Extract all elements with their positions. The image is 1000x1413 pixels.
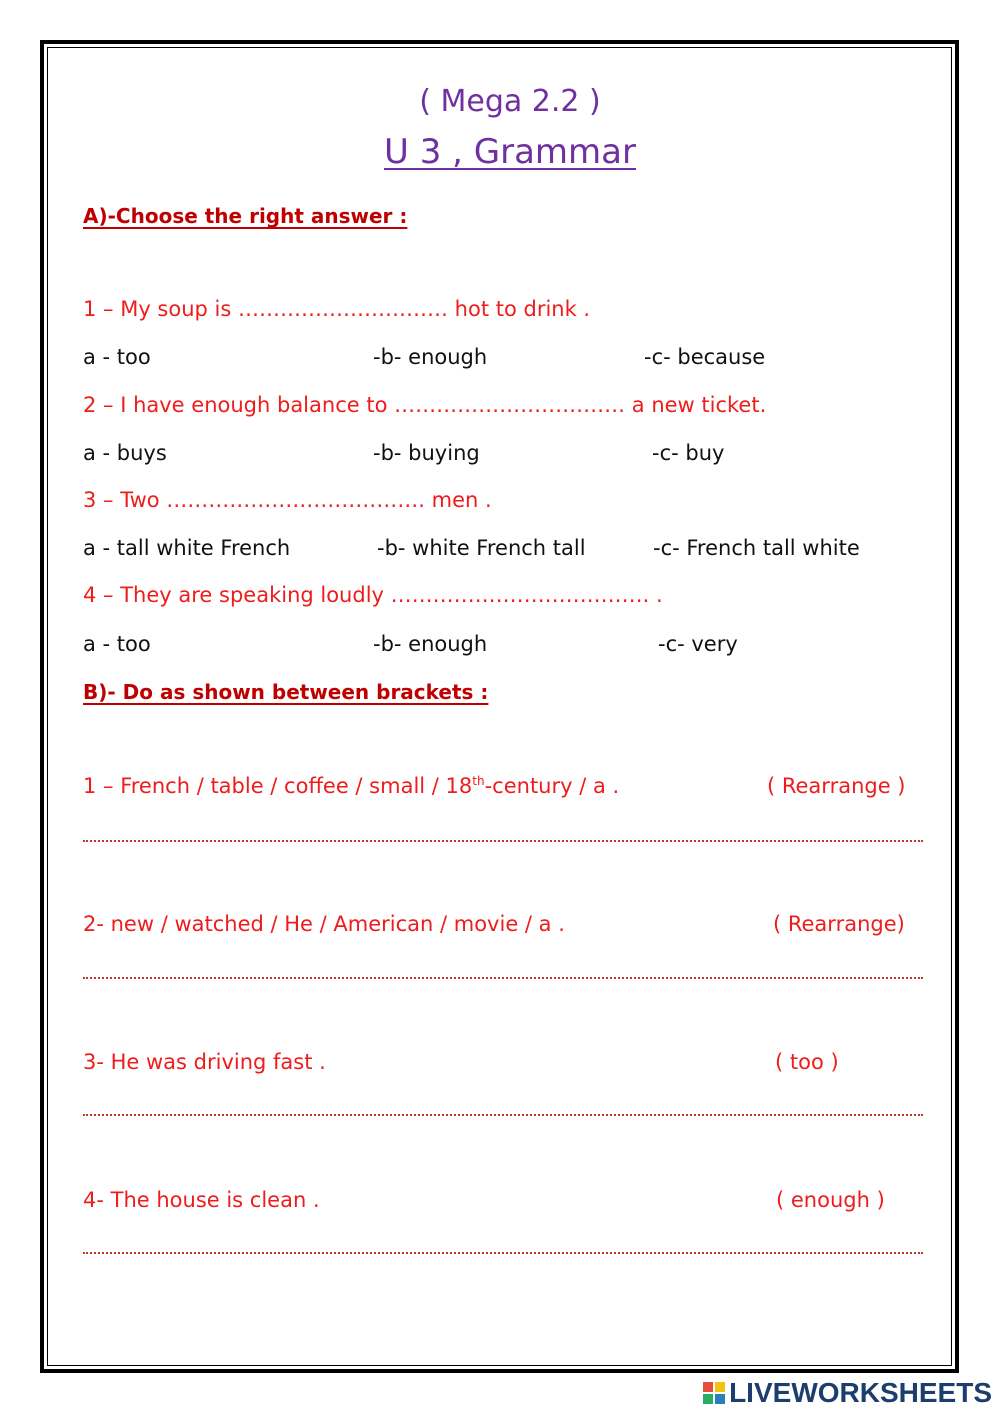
q3-option-a[interactable]: a - tall white French xyxy=(83,536,291,560)
q3-option-c[interactable]: -c- French tall white xyxy=(653,536,860,560)
question-4: 4 – They are speaking loudly ………………………………. . xyxy=(83,583,663,607)
q1-option-b[interactable]: -b- enough xyxy=(373,345,488,369)
q4-option-c[interactable]: -c- very xyxy=(658,632,738,656)
worksheet-title: ( Mega 2.2 ) xyxy=(419,84,601,119)
question-3: 3 – Two ………………………………. men . xyxy=(83,488,492,512)
b1-text-pre: 1 – French / table / coffee / small / 18 xyxy=(83,774,473,798)
question-1: 1 – My soup is ………………………… hot to drink . xyxy=(83,297,591,321)
b-item-1 xyxy=(83,774,619,798)
b3-hint: ( too ) xyxy=(775,1050,839,1074)
q3-option-b[interactable]: -b- white French tall xyxy=(377,536,586,560)
q4-option-a[interactable]: a - too xyxy=(83,632,151,656)
inner-border xyxy=(47,47,952,1366)
section-b-heading: B)- Do as shown between brackets : xyxy=(83,680,489,704)
q2-option-c[interactable]: -c- buy xyxy=(652,441,725,465)
worksheet-subtitle: U 3 , Grammar xyxy=(384,132,636,172)
b4-answer-line[interactable] xyxy=(83,1252,923,1254)
b3-answer-line[interactable] xyxy=(83,1114,923,1116)
b-item-2: 2- new / watched / He / American / movie / a . xyxy=(83,912,565,936)
b1-hint: ( Rearrange ) xyxy=(767,774,906,798)
b4-hint: ( enough ) xyxy=(776,1188,885,1212)
liveworksheets-logo xyxy=(703,1377,992,1409)
b1-superscript: th xyxy=(472,774,485,788)
q2-option-b[interactable]: -b- buying xyxy=(373,441,480,465)
q1-option-c[interactable]: -c- because xyxy=(644,345,766,369)
b1-text-post: -century / a . xyxy=(484,774,620,798)
b-item-3: 3- He was driving fast . xyxy=(83,1050,326,1074)
logo-mark-icon xyxy=(703,1382,725,1404)
logo-text: LIVEWORKSHEETS xyxy=(729,1377,992,1408)
question-2: 2 – I have enough balance to …………………………… a new ticket. xyxy=(83,393,767,417)
section-a-heading: A)-Choose the right answer : xyxy=(83,204,408,228)
b1-answer-line[interactable] xyxy=(83,840,923,842)
q2-option-a[interactable]: a - buys xyxy=(83,441,167,465)
q1-option-a[interactable]: a - too xyxy=(83,345,151,369)
b-item-4: 4- The house is clean . xyxy=(83,1188,320,1212)
b2-answer-line[interactable] xyxy=(83,977,923,979)
b2-hint: ( Rearrange) xyxy=(773,912,905,936)
q4-option-b[interactable]: -b- enough xyxy=(373,632,488,656)
